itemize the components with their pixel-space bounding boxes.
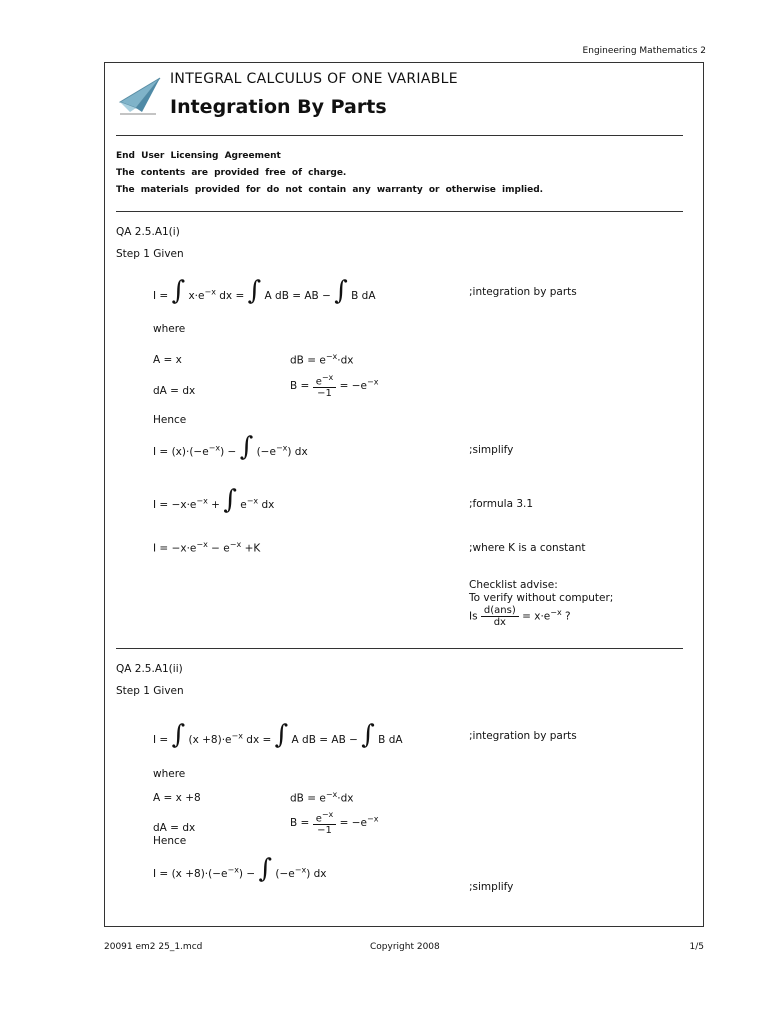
step-label: Step 1 Given xyxy=(116,248,184,260)
question-label: QA 2.5.A1(i) xyxy=(116,226,180,238)
integral-sign: ∫ xyxy=(223,485,237,515)
eula-warranty: The materials provided for do not contain any warranty or otherwise implied. xyxy=(116,185,544,195)
def-b: B = $\frac{e^{-x}}{-1}$ = $-e^{-x}$ xyxy=(290,810,379,837)
def-da: dA = dx xyxy=(153,385,196,397)
integral-sign: ∫ xyxy=(361,720,375,750)
checklist-equation: Is $\frac{\text{d(ans)}}{dx}$ = $x\cdot e^{-x}$ ? xyxy=(469,605,571,628)
checklist-title: Checklist advise: xyxy=(469,579,558,591)
integral-sign: ∫ xyxy=(274,720,289,750)
where-label: where xyxy=(153,323,186,335)
comment: ;integration by parts xyxy=(469,286,577,298)
equation-result: $I = -x\cdot e^{-x} - e^{-x} +K$ xyxy=(153,540,261,555)
integral-sign: ∫ xyxy=(258,854,273,884)
integral-sign: ∫ xyxy=(171,276,186,306)
integral-sign: ∫ xyxy=(171,720,186,750)
equation-simplified: $I = -x\cdot e^{-x}$ + ∫ $e^{-x}$ dx xyxy=(153,485,275,515)
def-a: A = x +8 xyxy=(153,792,201,804)
def-db: dB = $e^{-x}\cdot dx$ xyxy=(290,790,354,805)
integral-sign: ∫ xyxy=(334,276,348,306)
equation-parts: $I = (x +8)\cdot(-e^{-x})$ − ∫ $(-e^{-x})$ dx xyxy=(153,854,327,884)
integral-sign: ∫ xyxy=(239,432,254,462)
footer-page-number: 1/5 xyxy=(689,942,704,952)
header-course-title: Engineering Mathematics 2 xyxy=(582,46,706,56)
divider xyxy=(116,135,683,136)
comment: ;where K is a constant xyxy=(469,542,586,554)
chapter-heading: INTEGRAL CALCULUS OF ONE VARIABLE xyxy=(170,71,458,87)
divider xyxy=(116,211,683,212)
footer-copyright: Copyright 2008 xyxy=(370,942,440,952)
eula-free: The contents are provided free of charge. xyxy=(116,168,347,178)
checklist-text: To verify without computer; xyxy=(469,592,614,604)
paper-plane-icon xyxy=(116,72,164,116)
where-label: where xyxy=(153,768,186,780)
def-da: dA = dx xyxy=(153,822,196,834)
def-db: dB = $e^{-x}\cdot dx$ xyxy=(290,352,354,367)
step-label: Step 1 Given xyxy=(116,685,184,697)
divider xyxy=(116,648,683,649)
eula-heading: End User Licensing Agreement xyxy=(116,151,281,161)
question-label: QA 2.5.A1(ii) xyxy=(116,663,183,675)
hence-label: Hence xyxy=(153,835,187,847)
footer-filename: 20091 em2 25_1.mcd xyxy=(104,942,203,952)
def-a: A = x xyxy=(153,354,182,366)
comment: ;simplify xyxy=(469,444,514,456)
equation-parts: $I = (x)\cdot(-e^{-x})$ − ∫ $(-e^{-x})$ dx xyxy=(153,432,308,462)
integral-sign: ∫ xyxy=(247,276,262,306)
comment: ;formula 3.1 xyxy=(469,498,534,510)
page-title: Integration By Parts xyxy=(170,96,387,118)
def-b: B = $\frac{e^{-x}}{-1}$ = $-e^{-x}$ xyxy=(290,373,379,400)
hence-label: Hence xyxy=(153,414,187,426)
comment: ;integration by parts xyxy=(469,730,577,742)
equation-given: I = ∫ $(x +8)\cdot e^{-x}$ dx = ∫ A dB = AB − ∫ B dA xyxy=(153,720,403,750)
equation-given: I = ∫ $x\cdot e^{-x}$ dx = ∫ A dB = AB − ∫ B dA xyxy=(153,276,376,306)
comment: ;simplify xyxy=(469,881,514,893)
